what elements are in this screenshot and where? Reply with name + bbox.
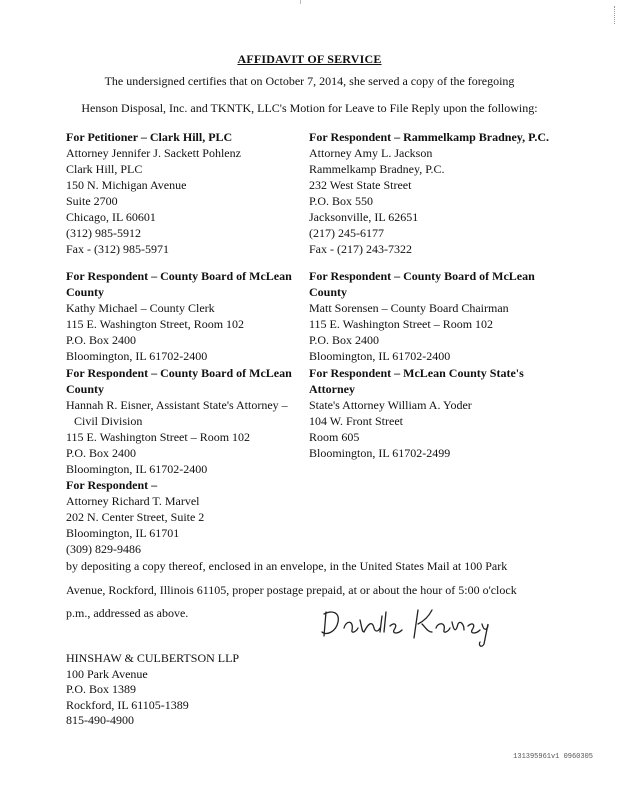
party-line: 115 E. Washington Street – Room 102 (309, 317, 494, 331)
party-header: For Respondent – McLean County State's Attorney (309, 366, 524, 396)
party-header: For Respondent – County Board of McLean County (309, 269, 535, 299)
party-line: Fax - (217) 243-7322 (309, 242, 412, 256)
party-line: Room 605 (309, 430, 360, 444)
party-line: Matt Sorensen – County Board Chairman (309, 301, 509, 315)
party-line: Hannah R. Eisner, Assistant State's Attorney – (66, 398, 288, 412)
firm-block (66, 651, 239, 729)
party-block-states-attorney (309, 365, 549, 461)
party-line: 115 E. Washington Street, Room 102 (66, 317, 245, 331)
closing-line-2: Avenue, Rockford, Illinois 61105, proper postage prepaid, at or about the hour of 5:00 o'clock (66, 582, 517, 597)
party-line: Bloomington, IL 61701 (66, 526, 180, 540)
firm-address-3: Rockford, IL 61105-1389 (66, 697, 189, 712)
closing-line-3: p.m., addressed as above. (66, 606, 189, 620)
party-line: (309) 829-9486 (66, 542, 141, 556)
signature-scribble (318, 598, 493, 648)
party-line: Attorney Amy L. Jackson (309, 146, 433, 160)
party-line: P.O. Box 2400 (309, 333, 380, 347)
party-line: Attorney Richard T. Marvel (66, 494, 200, 508)
party-line: 115 E. Washington Street – Room 102 (66, 430, 251, 444)
party-header: For Respondent – County Board of McLean County (66, 269, 292, 299)
party-block-rammelkamp (309, 129, 569, 257)
party-line: P.O. Box 550 (309, 194, 374, 208)
party-line: 150 N. Michigan Avenue (66, 178, 187, 192)
party-line: State's Attorney William A. Yoder (309, 398, 472, 412)
party-header: For Respondent – County Board of McLean County (66, 366, 292, 396)
party-line: Kathy Michael – County Clerk (66, 301, 215, 315)
party-line: Bloomington, IL 61702-2400 (66, 462, 208, 476)
bates-number: 131395961v1 0960305 (513, 753, 593, 761)
party-line: Bloomington, IL 61702-2400 (309, 349, 451, 363)
party-line: Clark Hill, PLC (66, 162, 143, 176)
party-header: For Respondent – (66, 478, 158, 492)
party-block-board-chairman (309, 268, 549, 364)
firm-address-2: P.O. Box 1389 (66, 682, 137, 696)
firm-name: HINSHAW & CULBERTSON LLP (66, 651, 240, 665)
party-block-marvel (66, 477, 296, 557)
party-block-petitioner (66, 129, 296, 257)
party-line: Bloomington, IL 61702-2499 (309, 446, 451, 460)
firm-phone: 815-490-4900 (66, 713, 134, 727)
party-line: 232 West State Street (309, 178, 412, 192)
party-header: For Petitioner – Clark Hill, PLC (66, 130, 233, 144)
party-line: Jacksonville, IL 62651 (309, 210, 419, 224)
margin-mark (608, 6, 615, 24)
party-line: Civil Division (74, 414, 143, 428)
document-title: AFFIDAVIT OF SERVICE (237, 52, 382, 66)
party-line: P.O. Box 2400 (66, 446, 137, 460)
party-line: 202 N. Center Street, Suite 2 (66, 510, 205, 524)
intro-line-1: The undersigned certifies that on October 7, 2014, she served a copy of the foregoing (104, 74, 515, 88)
top-edge-mark (300, 0, 301, 4)
signature (318, 598, 493, 652)
party-block-asst-states-attorney (66, 365, 298, 477)
party-line: P.O. Box 2400 (66, 333, 137, 347)
party-header: For Respondent – Rammelkamp Bradney, P.C. (309, 130, 550, 144)
party-line: Fax - (312) 985-5971 (66, 242, 169, 256)
party-line: Attorney Jennifer J. Sackett Pohlenz (66, 146, 241, 160)
party-line: Bloomington, IL 61702-2400 (66, 349, 208, 363)
party-line: 104 W. Front Street (309, 414, 404, 428)
party-line: (312) 985-5912 (66, 226, 141, 240)
party-line: Rammelkamp Bradney, P.C. (309, 162, 445, 176)
party-block-county-clerk (66, 268, 296, 364)
closing-line-1: by depositing a copy thereof, enclosed in an envelope, in the United States Mail at 100 Park (66, 559, 508, 573)
intro-line-2: Henson Disposal, Inc. and TKNTK, LLC's Motion for Leave to File Reply upon the following: (81, 101, 538, 115)
party-line: Suite 2700 (66, 194, 118, 208)
party-line: (217) 245-6177 (309, 226, 384, 240)
firm-address-1: 100 Park Avenue (66, 666, 148, 681)
party-line: Chicago, IL 60601 (66, 210, 156, 224)
